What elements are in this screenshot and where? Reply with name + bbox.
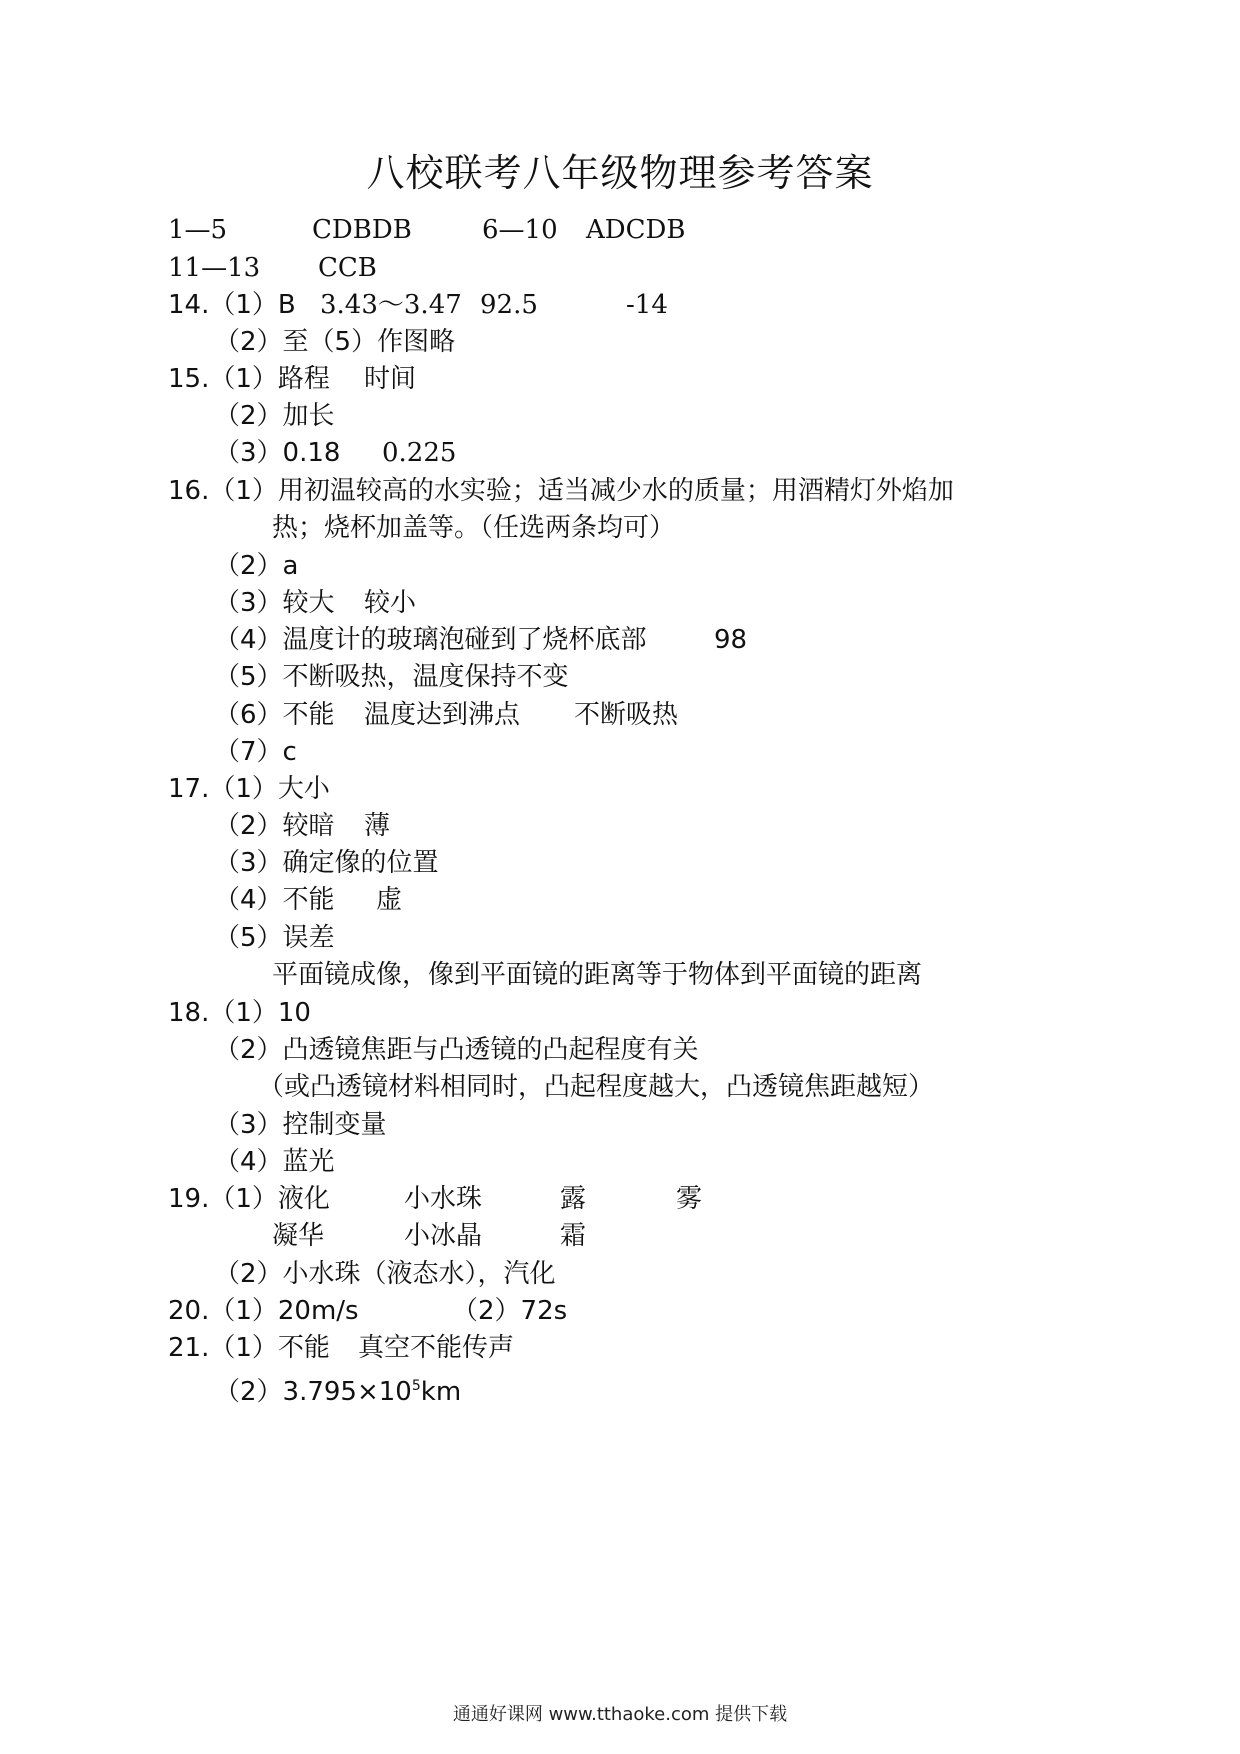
q19-part1c: 露: [560, 1184, 587, 1214]
answer-line-19-1: [168, 1181, 702, 1217]
q21-part1b: 真空不能传声: [358, 1333, 515, 1363]
q14-part2: （2）至（5）作图略: [214, 327, 456, 357]
answer-line-17-5: [214, 920, 335, 956]
q16-part6b: 温度达到沸点: [364, 700, 521, 730]
q14-reading: 92.5: [480, 290, 538, 320]
q16-part3b: 较小: [364, 588, 417, 618]
answer-line-21-1: [168, 1330, 514, 1366]
answer-line-15-3: [214, 435, 456, 471]
range-label: 6—10: [482, 215, 558, 245]
answer-line-17-3: [214, 845, 439, 881]
answer-line-17-4: [214, 882, 402, 918]
answer-line-15-1: [168, 361, 416, 397]
q19-part1e: 凝华: [272, 1221, 325, 1251]
page-title: 八校联考八年级物理参考答案: [366, 151, 874, 195]
unit: km: [420, 1376, 462, 1407]
q18-part4: （4）蓝光: [214, 1147, 335, 1177]
q18-part3: （3）控制变量: [214, 1110, 387, 1140]
answer-line-19-1-cont: [272, 1218, 586, 1254]
answer-line-18-2: [214, 1032, 699, 1068]
q18-part2-cont: （或凸透镜材料相同时，凸起程度越大，凸透镜焦距越短）: [258, 1072, 935, 1102]
q18-part1: 18.（1）10: [168, 998, 311, 1028]
answer-line-18-3: [214, 1107, 387, 1143]
answer-line-16-1-cont: [272, 510, 675, 546]
q15-part2: （2）加长: [214, 401, 335, 431]
answer-line-21-2: [214, 1368, 461, 1410]
answer-line-14-2: [214, 324, 455, 360]
answer-line-20: [168, 1293, 567, 1329]
q16-part1: 16.（1）用初温较高的水实验；适当减少水的质量；用酒精灯外焰加: [168, 476, 954, 506]
answer-line-1-5: [168, 212, 685, 248]
q15-part1: 15.（1）路程: [168, 364, 330, 394]
answer-line-16-4: [214, 622, 747, 658]
q19-part1: 19.（1）液化: [168, 1184, 330, 1214]
q19-part1g: 霜: [560, 1221, 587, 1251]
q16-part3: （3）较大: [214, 588, 335, 618]
q14-reading: -14: [626, 290, 668, 320]
q21-part1: 21.（1）不能: [168, 1333, 330, 1363]
q19-part1d: 雾: [676, 1184, 703, 1214]
answer-line-16-5: [214, 659, 569, 695]
q17-part4: （4）不能: [214, 885, 335, 915]
q17-part3: （3）确定像的位置: [214, 848, 439, 878]
q16-part1-cont: 热；烧杯加盖等。（任选两条均可）: [272, 513, 676, 543]
answer-line-16-6: [214, 697, 678, 733]
answer-line-19-2: [214, 1256, 556, 1292]
q20-part1: 20.（1）20m/s: [168, 1296, 359, 1326]
q17-part5-cont: 平面镜成像，像到平面镜的距离等于物体到平面镜的距离: [272, 960, 923, 990]
q16-part5: （5）不断吸热，温度保持不变: [214, 662, 569, 692]
answer-line-16-3: [214, 585, 416, 621]
q21-part2: （2）3.795×10: [214, 1376, 412, 1407]
range-label: 1—5: [168, 215, 228, 245]
q16-part2: （2）a: [214, 551, 299, 581]
exponent: 5: [411, 1378, 421, 1394]
answer-line-16-7: [214, 734, 297, 770]
q20-part2: （2）72s: [452, 1296, 568, 1326]
answer-line-16-1: [168, 473, 954, 509]
q16-part7: （7）c: [214, 737, 297, 767]
q17-part1: 17.（1）大小: [168, 774, 330, 804]
q17-part2b: 薄: [364, 811, 391, 841]
q19-part2: （2）小水珠（液态水），汽化: [214, 1259, 556, 1289]
answer-line-16-2: [214, 548, 298, 584]
answers: CCB: [318, 253, 377, 283]
q14-reading: 3.43～3.47: [320, 290, 462, 320]
answer-line-14-1: [168, 287, 668, 323]
answer-line-18-2-cont: [258, 1069, 934, 1105]
answer-line-15-2: [214, 398, 335, 434]
answer-line-11-13: [168, 250, 377, 286]
answer-line-17-2: [214, 808, 390, 844]
answer-line-17-5-cont: [272, 957, 922, 993]
q18-part2: （2）凸透镜焦距与凸透镜的凸起程度有关: [214, 1035, 699, 1065]
answer-line-18-1: [168, 995, 311, 1031]
q17-part5: （5）误差: [214, 923, 335, 953]
answer-line-18-4: [214, 1144, 335, 1180]
footer-watermark: 通通好课网 www.tthaoke.com 提供下载: [452, 1704, 788, 1725]
q16-part4b: 98: [714, 625, 748, 655]
q16-part6c: 不断吸热: [574, 700, 679, 730]
q15-part1b: 时间: [364, 364, 417, 394]
range-label: 11—13: [168, 253, 261, 283]
answers: CDBDB: [312, 215, 412, 245]
q15-part3b: 0.225: [382, 438, 457, 468]
q16-part6: （6）不能: [214, 700, 335, 730]
q17-part4b: 虚: [376, 885, 403, 915]
q15-part3: （3）0.18: [214, 438, 341, 468]
answer-line-17-1: [168, 771, 330, 807]
q17-part2: （2）较暗: [214, 811, 335, 841]
q16-part4: （4）温度计的玻璃泡碰到了烧杯底部: [214, 625, 647, 655]
answers: ADCDB: [586, 215, 686, 245]
q14-part1: 14.（1）B: [168, 290, 296, 320]
q19-part1f: 小冰晶: [404, 1221, 483, 1251]
q19-part1b: 小水珠: [404, 1184, 483, 1214]
